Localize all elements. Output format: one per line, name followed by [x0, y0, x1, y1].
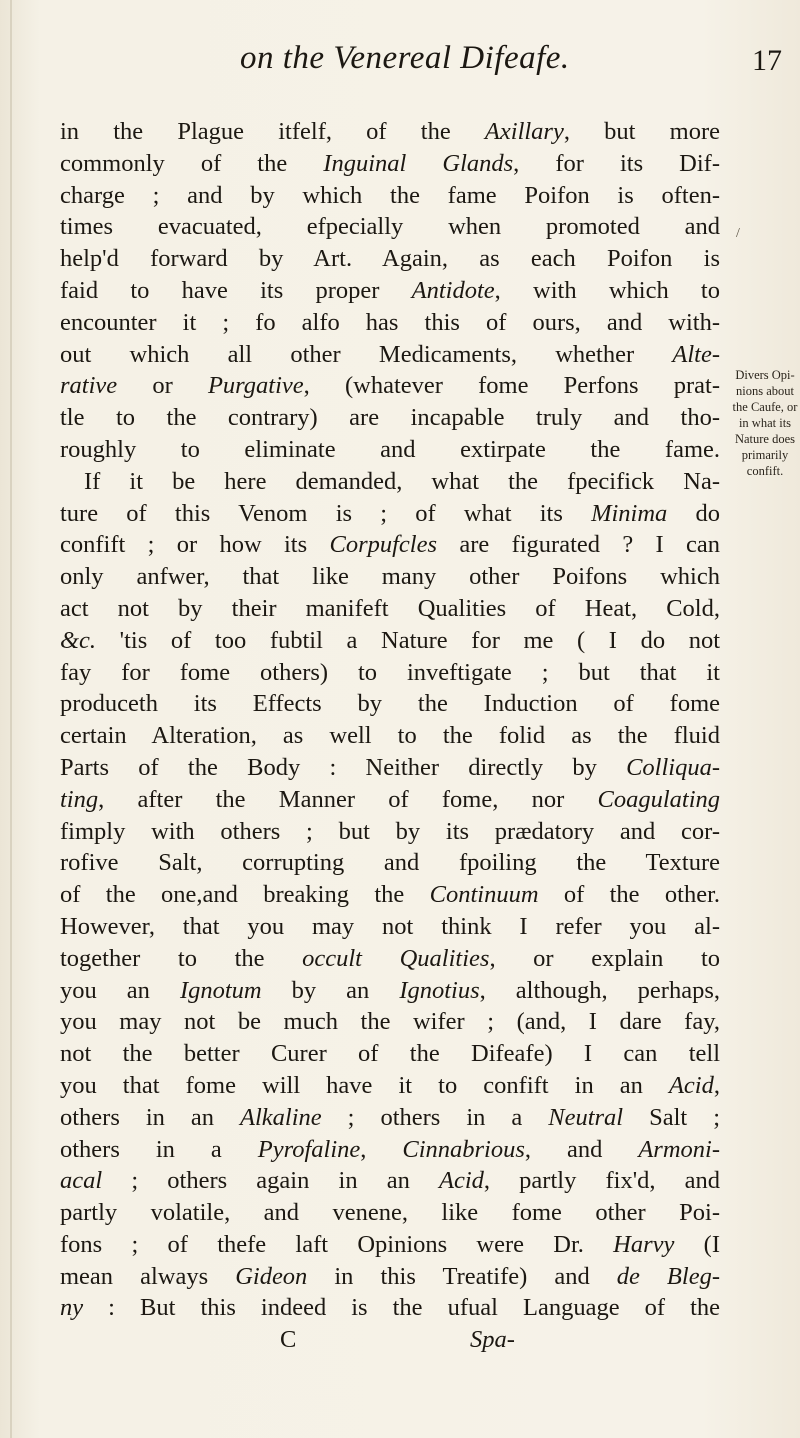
text-line: only anfwer, that like many other Poifons which: [60, 563, 720, 591]
marginal-note: [730, 367, 800, 479]
catchword: Spa-: [470, 1326, 515, 1354]
italic-term: Colliqua-: [626, 753, 720, 781]
italic-term: Antidote: [411, 276, 495, 304]
signature-mark: C: [280, 1326, 297, 1354]
page-number: 17: [752, 44, 782, 77]
text-line: in the Plague itfelf, of the Axillary, but more: [60, 118, 721, 145]
body-text: [60, 116, 720, 1356]
italic-term: Minima: [591, 499, 668, 527]
italic-term: de Bleg-: [616, 1262, 720, 1290]
italic-term: ting: [60, 785, 99, 813]
italic-term: Axillary: [484, 118, 564, 145]
italic-term: Ignotum: [179, 976, 262, 1004]
marginal-note-line: primarily: [741, 448, 789, 462]
marginal-note-line: Divers Opi-: [735, 368, 795, 382]
text-line: fons ; of thefe laft Opinions were Dr. Harvy (I: [60, 1230, 720, 1258]
text-line: you may not be much the wifer ; (and, I dare fay,: [60, 1008, 720, 1036]
text-line: mean always Gideon in this Treatife) and de Bleg-: [60, 1262, 720, 1290]
text-line: tle to the contrary) are incapable truly and tho-: [60, 404, 720, 432]
italic-term: Gideon: [235, 1262, 308, 1290]
italic-term: &c.: [60, 626, 97, 654]
text-line: ting, after the Manner of fome, nor Coagulating: [60, 785, 720, 813]
text-line: partly volatile, and venene, like fome other Poi-: [60, 1199, 720, 1227]
text-line: produceth its Effects by the Induction of fome: [60, 690, 720, 718]
italic-term: Acid: [439, 1167, 484, 1195]
italic-term: Ignotius: [399, 976, 480, 1004]
text-line: &c. 'tis of too fubtil a Nature for me ( I do not: [60, 626, 720, 654]
text-line: charge ; and by which the fame Poifon is often-: [60, 181, 720, 209]
italic-term: Alte-: [672, 340, 720, 368]
text-line: help'd forward by Art. Again, as each Poifon is: [60, 245, 720, 273]
text-line: others in a Pyrofaline, Cinnabrious, and Armoni-: [60, 1135, 721, 1163]
marginal-note-line: nions about: [736, 384, 794, 398]
italic-term: Cinnabrious: [402, 1135, 525, 1163]
text-line: roughly to eliminate and extirpate the fame.: [60, 435, 720, 463]
italic-term: Corpufcles: [329, 531, 438, 559]
text-line: fay for fome others) to inveftigate ; but that it: [60, 658, 720, 686]
italic-term: occult Qualities: [302, 944, 490, 972]
text-line: ny : But this indeed is the ufual Language of the: [60, 1294, 720, 1322]
text-line: out which all other Medicaments, whether Alte-: [60, 340, 720, 368]
text-line: not the better Curer of the Difeafe) I can tell: [60, 1040, 720, 1068]
text-line: rative or Purgative, (whatever fome Perfons prat-: [60, 372, 720, 400]
italic-term: Pyrofaline: [257, 1135, 361, 1163]
text-line: you an Ignotum by an Ignotius, although, perhaps,: [60, 976, 721, 1004]
text-line: faid to have its proper Antidote, with which to: [60, 276, 720, 304]
text-line: you that fome will have it to confift in an Acid,: [60, 1071, 720, 1099]
page-fold: [10, 0, 12, 1438]
text-line: If it be here demanded, what the fpecifick Na-: [84, 467, 720, 495]
text-line: rofive Salt, corrupting and fpoiling the Texture: [60, 849, 720, 877]
text-line: commonly of the Inguinal Glands, for its Dif-: [60, 149, 720, 177]
margin-tick-mark: /: [736, 226, 740, 241]
text-line: However, that you may not think I refer you al-: [60, 912, 720, 940]
italic-term: Acid: [668, 1071, 714, 1099]
text-line: certain Alteration, as well to the folid as the fluid: [60, 722, 720, 750]
italic-term: Inguinal Glands: [323, 149, 514, 177]
italic-term: Coagulating: [597, 785, 720, 813]
text-line: confift ; or how its Corpufcles are figurated ? I can: [60, 531, 720, 559]
italic-term: Purgative: [207, 372, 304, 400]
italic-term: acal: [60, 1167, 103, 1195]
text-line: encounter it ; fo alfo has this of ours, and with-: [60, 308, 720, 336]
text-line: fimply with others ; but by its prædatory and cor-: [60, 817, 720, 845]
italic-term: ny: [60, 1294, 84, 1322]
text-line: Parts of the Body : Neither directly by Colliqua-: [60, 753, 720, 781]
text-line: ture of this Venom is ; of what its Minima do: [60, 499, 720, 527]
marginal-note-line: Nature does: [734, 432, 796, 446]
italic-term: rative: [60, 372, 118, 400]
marginal-note-line: confift.: [746, 464, 784, 478]
text-line: others in an Alkaline ; others in a Neutral Salt ;: [60, 1103, 721, 1131]
italic-term: Continuum: [429, 881, 539, 909]
italic-term: Harvy: [613, 1230, 675, 1258]
marginal-note-line: in what its: [738, 416, 792, 430]
marginal-note-line: the Caufe, or: [732, 400, 798, 414]
text-line: together to the occult Qualities, or explain to: [60, 944, 720, 972]
italic-term: Alkaline: [240, 1103, 322, 1131]
italic-term: Neutral: [548, 1103, 624, 1131]
running-head: on the Venereal Difeafe.: [240, 40, 570, 76]
text-line: acal ; others again in an Acid, partly fix'd, and: [60, 1167, 720, 1195]
catchline: [60, 1324, 720, 1356]
text-line: act not by their manifeft Qualities of Heat, Cold,: [60, 594, 720, 622]
text-line: times evacuated, efpecially when promoted and: [60, 213, 720, 241]
italic-term: Armoni-: [638, 1135, 721, 1163]
text-line: of the one,and breaking the Continuum of the other.: [60, 881, 721, 909]
